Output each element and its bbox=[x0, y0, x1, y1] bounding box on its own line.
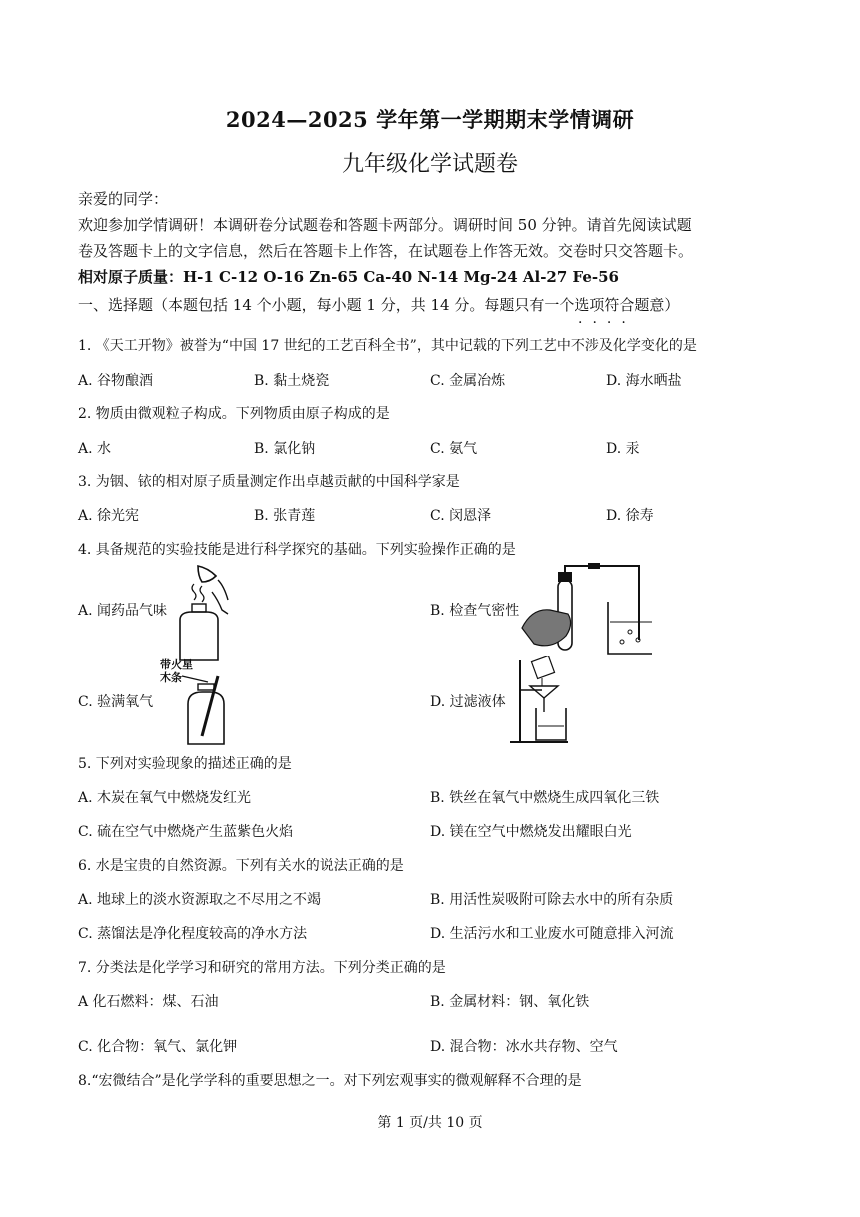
smell-reagent-figure bbox=[172, 562, 232, 662]
q5-option-d: D. 镁在空气中燃烧发出耀眼白光 bbox=[430, 824, 632, 840]
q5-option-c: C. 硫在空气中燃烧产生蓝紫色火焰 bbox=[78, 824, 294, 840]
emphasis-dots: ···· bbox=[578, 315, 636, 331]
oxygen-test-figure bbox=[178, 672, 238, 746]
page-footer: 第 1 页/共 10 页 bbox=[377, 1115, 483, 1131]
q1-option-d: D. 海水晒盐 bbox=[606, 373, 682, 389]
airtightness-check-figure bbox=[518, 562, 652, 658]
question-1-stem: 1. 《天工开物》被誉为“中国 17 世纪的工艺百科全书”，其中记载的下列工艺中不涉及化学变化的是 bbox=[78, 338, 697, 354]
q7-option-a: A 化石燃料：煤、石油 bbox=[78, 994, 219, 1010]
q5-option-b: B. 铁丝在氧气中燃烧生成四氧化三铁 bbox=[430, 790, 660, 806]
exam-subtitle: 九年级化学试题卷 bbox=[341, 152, 518, 177]
glowing-splint-label: 带火星 木条 bbox=[160, 658, 193, 684]
q1-option-b: B. 黏土烧瓷 bbox=[254, 373, 330, 389]
q6-option-c: C. 蒸馏法是净化程度较高的净水方法 bbox=[78, 926, 308, 942]
q3-option-c: C. 闵恩泽 bbox=[430, 508, 492, 524]
question-2-stem: 2. 物质由微观粒子构成。下列物质由原子构成的是 bbox=[78, 406, 390, 422]
q2-option-b: B. 氯化钠 bbox=[254, 441, 316, 457]
question-6-stem: 6. 水是宝贵的自然资源。下列有关水的说法正确的是 bbox=[78, 858, 404, 874]
greeting: 亲爱的同学： bbox=[78, 190, 169, 208]
question-7-stem: 7. 分类法是化学学习和研究的常用方法。下列分类正确的是 bbox=[78, 960, 446, 976]
q2-option-c: C. 氨气 bbox=[430, 441, 478, 457]
q7-option-d: D. 混合物：冰水共存物、空气 bbox=[430, 1039, 618, 1055]
q2-option-d: D. 汞 bbox=[606, 441, 640, 457]
q3-option-b: B. 张青莲 bbox=[254, 508, 316, 524]
q4-option-b: B. 检查气密性 bbox=[430, 603, 520, 619]
question-4-stem: 4. 具备规范的实验技能是进行科学探究的基础。下列实验操作正确的是 bbox=[78, 542, 516, 558]
filtration-figure bbox=[508, 656, 570, 744]
q3-option-d: D. 徐寿 bbox=[606, 508, 654, 524]
intro-line-1: 欢迎参加学情调研！本调研卷分试题卷和答题卡两部分。调研时间 50 分钟。请首先阅读试题 bbox=[78, 216, 692, 234]
intro-line-2: 卷及答题卡上的文字信息，然后在答题卡上作答，在试题卷上作答无效。交卷时只交答题卡。 bbox=[78, 242, 694, 260]
exam-title: 2024—2025 学年第一学期期末学情调研 bbox=[225, 107, 635, 132]
q6-option-d: D. 生活污水和工业废水可随意排入河流 bbox=[430, 926, 674, 942]
q1-option-a: A. 谷物酿酒 bbox=[78, 373, 154, 389]
intro-block bbox=[78, 186, 798, 290]
question-3-stem: 3. 为铟、铱的相对原子质量测定作出卓越贡献的中国科学家是 bbox=[78, 474, 460, 490]
q3-option-a: A. 徐光宪 bbox=[78, 508, 140, 524]
question-8-stem: 8.“宏微结合”是化学学科的重要思想之一。对下列宏观事实的微观解释不合理的是 bbox=[78, 1073, 582, 1089]
q4-option-c: C. 验满氧气 bbox=[78, 694, 154, 710]
q5-option-a: A. 木炭在氧气中燃烧发红光 bbox=[78, 790, 252, 806]
q4-option-a: A. 闻药品气味 bbox=[78, 603, 168, 619]
q6-option-a: A. 地球上的淡水资源取之不尽用之不竭 bbox=[78, 892, 322, 908]
section-heading: 一、选择题（本题包括 14 个小题，每小题 1 分，共 14 分。每题只有一个选项符合题意） bbox=[78, 296, 680, 314]
q7-option-c: C. 化合物：氧气、氯化钾 bbox=[78, 1039, 238, 1055]
q4-option-d: D. 过滤液体 bbox=[430, 694, 506, 710]
question-5-stem: 5. 下列对实验现象的描述正确的是 bbox=[78, 756, 292, 772]
q7-option-b: B. 金属材料：钢、氧化铁 bbox=[430, 994, 590, 1010]
q2-option-a: A. 水 bbox=[78, 441, 112, 457]
q1-option-c: C. 金属冶炼 bbox=[430, 373, 506, 389]
q6-option-b: B. 用活性炭吸附可除去水中的所有杂质 bbox=[430, 892, 674, 908]
atomic-masses: 相对原子质量：H-1 C-12 O-16 Zn-65 Ca-40 N-14 Mg-24 Al-27 Fe-56 bbox=[78, 268, 619, 286]
